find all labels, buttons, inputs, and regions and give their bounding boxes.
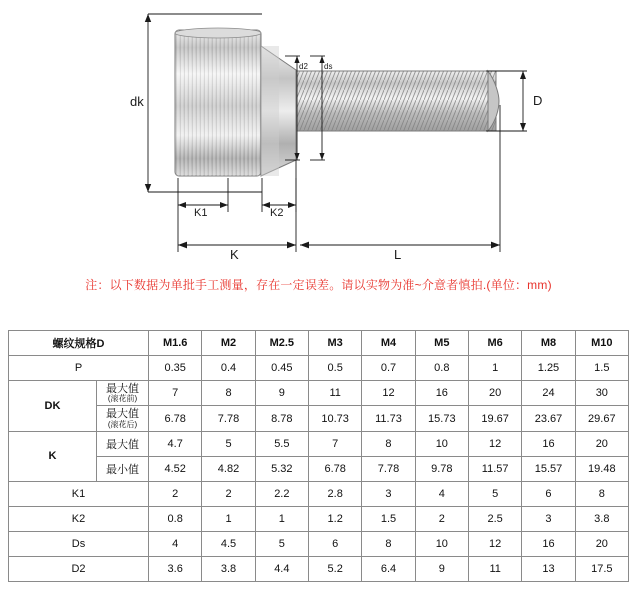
- cell: 9: [415, 556, 468, 581]
- cell: 1.5: [575, 356, 628, 381]
- row-label-k2: K2: [9, 506, 149, 531]
- cell: 24: [522, 381, 575, 406]
- cell: 9.78: [415, 456, 468, 481]
- header-m1-6: M1.6: [149, 331, 202, 356]
- cell: 8: [202, 381, 255, 406]
- cell: 6.78: [149, 406, 202, 431]
- dim-label-dk: dk: [130, 94, 144, 109]
- cell: 9: [255, 381, 308, 406]
- cell: 10: [415, 431, 468, 456]
- cell: 4.7: [149, 431, 202, 456]
- header-m3: M3: [309, 331, 362, 356]
- dim-label-D: D: [533, 93, 543, 108]
- cell: 19.67: [468, 406, 521, 431]
- row-label-d2: D2: [9, 556, 149, 581]
- cell: 1: [202, 506, 255, 531]
- cell: 6.4: [362, 556, 415, 581]
- table-row: [9, 506, 629, 531]
- cell: 0.45: [255, 356, 308, 381]
- cell: 2.8: [309, 481, 362, 506]
- dim-label-K2: K2: [270, 207, 284, 219]
- cell: 0.5: [309, 356, 362, 381]
- header-m4: M4: [362, 331, 415, 356]
- cell: 0.7: [362, 356, 415, 381]
- cell: 7.78: [362, 456, 415, 481]
- table-row: [9, 481, 629, 506]
- screw-dimension-diagram: [0, 0, 637, 272]
- table-row: [9, 531, 629, 556]
- cell: 0.4: [202, 356, 255, 381]
- cell: 1.2: [309, 506, 362, 531]
- cell: 1.5: [362, 506, 415, 531]
- cell: 4.52: [149, 456, 202, 481]
- cell: 11: [468, 556, 521, 581]
- row-label-text: 最大值: [106, 408, 139, 421]
- table-row: [9, 556, 629, 581]
- cell: 4: [149, 531, 202, 556]
- table-row: [9, 381, 629, 406]
- cell: 11.57: [468, 456, 521, 481]
- row-label-ds: Ds: [9, 531, 149, 556]
- cell: 11.73: [362, 406, 415, 431]
- cell: 3.8: [575, 506, 628, 531]
- cell: 8.78: [255, 406, 308, 431]
- cell: 4.4: [255, 556, 308, 581]
- dim-label-K: K: [230, 247, 239, 262]
- cell: 19.48: [575, 456, 628, 481]
- measurement-note: 注：以下数据为单批手工测量，存在一定误差。请以实物为准~介意者慎拍.(单位：mm): [85, 278, 552, 292]
- cell: 30: [575, 381, 628, 406]
- specification-table: [8, 330, 629, 582]
- cell: 20: [468, 381, 521, 406]
- cell: 8: [575, 481, 628, 506]
- cell: 5.5: [255, 431, 308, 456]
- cell: 2: [149, 481, 202, 506]
- cell: 7: [309, 431, 362, 456]
- header-m2-5: M2.5: [255, 331, 308, 356]
- row-label-dk-before: [97, 381, 149, 406]
- header-m5: M5: [415, 331, 468, 356]
- row-label-k-min: 最小值: [97, 456, 149, 481]
- diagram-svg: [0, 0, 637, 272]
- cell: 15.57: [522, 456, 575, 481]
- cell: 2: [202, 481, 255, 506]
- table-row: [9, 356, 629, 381]
- dim-label-d2: d2: [299, 62, 308, 71]
- cell: 16: [522, 531, 575, 556]
- cell: 3: [362, 481, 415, 506]
- cell: 0.35: [149, 356, 202, 381]
- header-m8: M8: [522, 331, 575, 356]
- cell: 2.5: [468, 506, 521, 531]
- cell: 16: [522, 431, 575, 456]
- table-row: [9, 456, 629, 481]
- cell: 5.32: [255, 456, 308, 481]
- screw-collar-graphic: [261, 46, 296, 176]
- cell: 8: [362, 431, 415, 456]
- cell: 5.2: [309, 556, 362, 581]
- specification-table-wrap: [8, 330, 629, 582]
- cell: 7: [149, 381, 202, 406]
- cell: 5: [255, 531, 308, 556]
- header-m2: M2: [202, 331, 255, 356]
- cell: 12: [468, 531, 521, 556]
- row-label-k-max: 最大值: [97, 431, 149, 456]
- cell: 7.78: [202, 406, 255, 431]
- cell: 6.78: [309, 456, 362, 481]
- cell: 3: [522, 506, 575, 531]
- cell: 2: [415, 506, 468, 531]
- cell: 2.2: [255, 481, 308, 506]
- cell: 6: [522, 481, 575, 506]
- cell: 8: [362, 531, 415, 556]
- table-row: [9, 431, 629, 456]
- table-header-row: [9, 331, 629, 356]
- cell: 0.8: [415, 356, 468, 381]
- dim-label-ds: ds: [324, 62, 333, 71]
- cell: 1: [468, 356, 521, 381]
- cell: 16: [415, 381, 468, 406]
- row-label-k1: K1: [9, 481, 149, 506]
- cell: 12: [362, 381, 415, 406]
- cell: 12: [468, 431, 521, 456]
- header-m6: M6: [468, 331, 521, 356]
- cell: 3.6: [149, 556, 202, 581]
- cell: 6: [309, 531, 362, 556]
- cell: 5: [202, 431, 255, 456]
- row-label-p: P: [9, 356, 149, 381]
- row-group-k: K: [9, 431, 97, 481]
- row-label-text: 最大值: [106, 383, 139, 395]
- cell: 20: [575, 531, 628, 556]
- cell: 10: [415, 531, 468, 556]
- cell: 20: [575, 431, 628, 456]
- cell: 0.8: [149, 506, 202, 531]
- cell: 11: [309, 381, 362, 406]
- table-row: [9, 406, 629, 431]
- screw-thread-graphic: [296, 71, 499, 131]
- row-group-dk: DK: [9, 381, 97, 432]
- cell: 1.25: [522, 356, 575, 381]
- cell: 29.67: [575, 406, 628, 431]
- dim-label-L: L: [394, 247, 402, 262]
- header-thread-spec: 螺纹规格D: [9, 331, 149, 356]
- cell: 4: [415, 481, 468, 506]
- cell: 4.82: [202, 456, 255, 481]
- header-m10: M10: [575, 331, 628, 356]
- row-label-subtext: (滚花后): [107, 419, 138, 429]
- dim-label-K1: K1: [194, 207, 208, 219]
- cell: 1: [255, 506, 308, 531]
- cell: 23.67: [522, 406, 575, 431]
- cell: 15.73: [415, 406, 468, 431]
- cell: 10.73: [309, 406, 362, 431]
- cell: 4.5: [202, 531, 255, 556]
- cell: 5: [468, 481, 521, 506]
- cell: 17.5: [575, 556, 628, 581]
- row-label-subtext: (滚花前): [107, 394, 138, 404]
- cell: 3.8: [202, 556, 255, 581]
- cell: 13: [522, 556, 575, 581]
- row-label-dk-after: [97, 406, 149, 431]
